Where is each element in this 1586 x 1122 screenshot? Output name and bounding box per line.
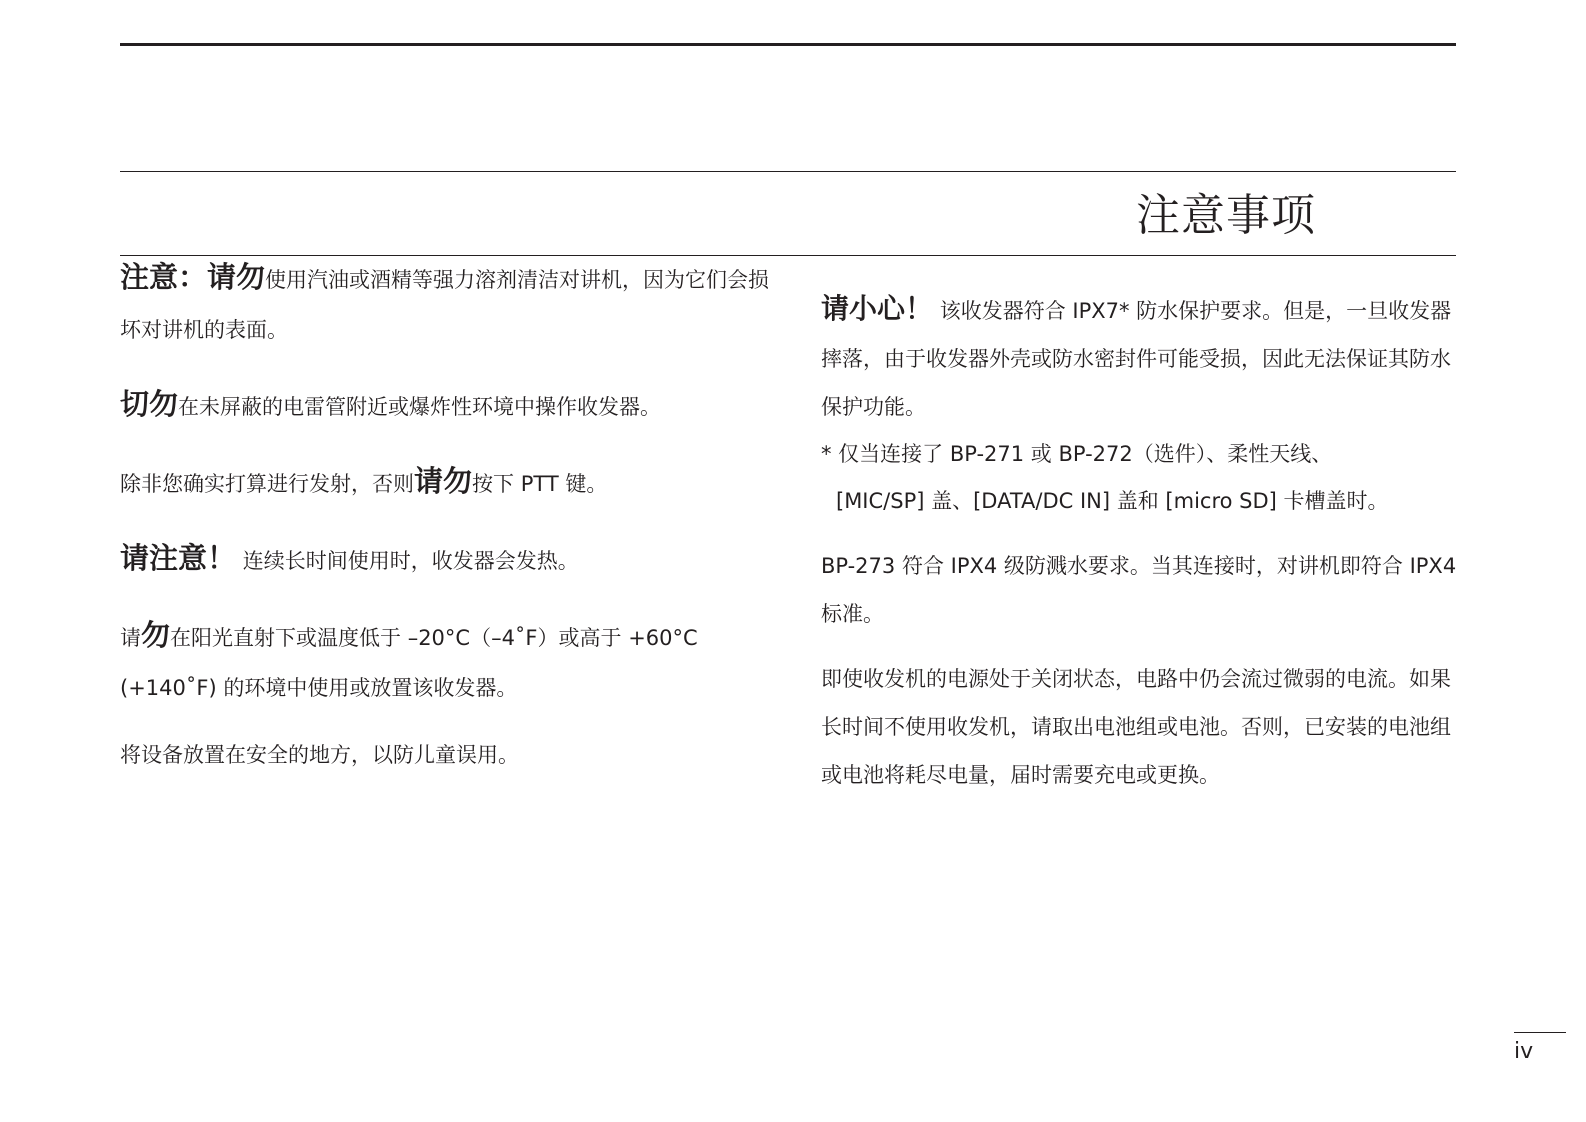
footnote-line-1: * 仅当连接了 BP-271 或 BP-272（选件）、柔性天线、: [821, 442, 1333, 466]
footnote-line-2: [MIC/SP] 盖、[DATA/DC IN] 盖和 [micro SD] 卡槽盖时。: [836, 489, 1389, 513]
power-drain-paragraph: [821, 655, 1461, 799]
waterproof-text: 该收发器符合 IPX7* 防水保护要求。但是，一旦收发器摔落，由于收发器外壳或防水密封件可能受损，因此无法保证其防水保护功能。: [821, 299, 1452, 419]
ptt-warning-paragraph: [120, 456, 780, 509]
caution-solvent-text: 使用汽油或酒精等强力溶剂清洁对讲机，因为它们会损坏对讲机的表面。: [120, 268, 770, 342]
top-rule: [120, 43, 1456, 46]
waterproof-paragraph: [821, 285, 1461, 431]
right-column: [821, 285, 1461, 799]
heat-notice-paragraph: [120, 533, 780, 586]
power-drain-text: 即使收发机的电源处于关闭状态，电路中仍会流过微弱的电流。如果长时间不使用收发机，请取出电池组或电池。否则，已安装的电池组或电池将耗尽电量，届时需要充电或更换。: [821, 667, 1451, 787]
page-number: iv: [1514, 1032, 1566, 1067]
splash-proof-text: BP-273 符合 IPX4 级防溅水要求。当其连接时，对讲机即符合 IPX4 标准。: [821, 554, 1457, 626]
section-title: 注意事项: [1136, 190, 1316, 241]
left-column: [120, 252, 780, 780]
temperature-warning-paragraph: [120, 610, 780, 713]
ptt-warning-lead: 请勿: [414, 464, 473, 498]
heat-notice-text: 连续长时间使用时，收发器会发热。: [242, 549, 579, 573]
header-rule: [120, 171, 1456, 172]
waterproof-footnote: [821, 431, 1461, 525]
splash-proof-paragraph: [821, 542, 1461, 638]
detonator-warning-lead: 切勿: [120, 387, 179, 421]
caution-solvent-lead: 注意：请勿: [120, 260, 266, 294]
ptt-warning-text: 按下 PTT 键。: [472, 472, 608, 496]
child-safety-paragraph: [120, 730, 780, 780]
ptt-warning-pre: 除非您确实打算进行发射，否则: [120, 472, 414, 496]
caution-solvent-paragraph: [120, 252, 780, 355]
waterproof-lead: 请小心！: [821, 292, 934, 325]
temperature-warning-lead: 勿: [141, 618, 171, 652]
temperature-warning-text: 在阳光直射下或温度低于 –20°C（–4˚F）或高于 +60°C (+140˚F) 的环境中使用或放置该收发器。: [120, 626, 698, 700]
temperature-warning-pre: 请: [120, 626, 141, 650]
child-safety-text: 将设备放置在安全的地方，以防儿童误用。: [120, 743, 519, 767]
detonator-warning-text: 在未屏蔽的电雷管附近或爆炸性环境中操作收发器。: [178, 395, 662, 419]
heat-notice-lead: 请注意！: [120, 541, 237, 575]
detonator-warning-paragraph: [120, 379, 780, 432]
